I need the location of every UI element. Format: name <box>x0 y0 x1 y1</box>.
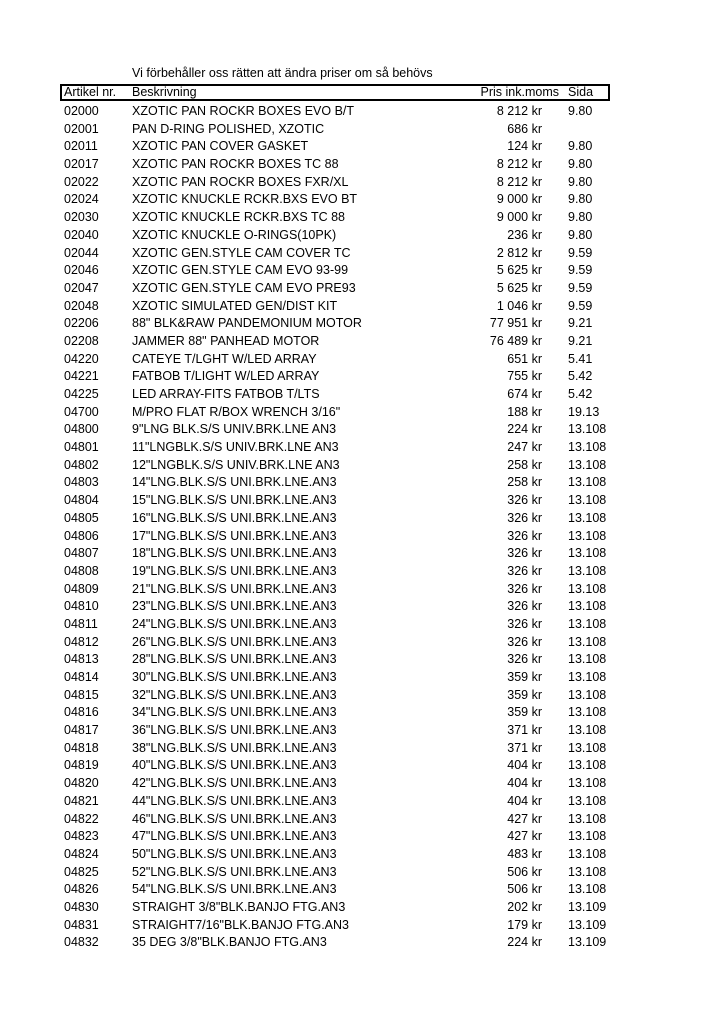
header-price: Pris ink.moms <box>480 85 559 99</box>
article-cell: 02011 <box>64 139 98 154</box>
article-cell: 04822 <box>64 811 99 826</box>
page-cell: 13.108 <box>568 475 607 490</box>
description-cell: XZOTIC KNUCKLE RCKR.BXS EVO BT <box>132 192 358 207</box>
description-cell: XZOTIC PAN ROCKR BOXES EVO B/T <box>132 104 355 118</box>
table-row <box>0 298 725 316</box>
article-cell: 04819 <box>64 758 99 773</box>
price-cell: 755 kr <box>507 369 542 384</box>
table-row <box>0 793 725 811</box>
description-cell: 40"LNG.BLK.S/S UNI.BRK.LNE.AN3 <box>132 758 337 773</box>
table-row <box>0 262 725 280</box>
price-cell: 404 kr <box>507 758 542 773</box>
page-cell: 9.21 <box>568 333 593 348</box>
article-cell: 02044 <box>64 245 99 260</box>
article-cell: 02024 <box>64 192 99 207</box>
article-cell: 04802 <box>64 457 99 472</box>
description-cell: 30"LNG.BLK.S/S UNI.BRK.LNE.AN3 <box>132 670 337 684</box>
header-description: Beskrivning <box>132 85 197 99</box>
description-cell: STRAIGHT 3/8"BLK.BANJO FTG.AN3 <box>132 899 346 914</box>
price-cell: 236 kr <box>507 227 542 242</box>
table-row <box>0 121 725 139</box>
page-cell: 5.42 <box>568 369 593 384</box>
description-cell: XZOTIC PAN ROCKR BOXES FXR/XL <box>132 174 349 189</box>
description-cell: 15"LNG.BLK.S/S UNI.BRK.LNE.AN3 <box>132 493 337 508</box>
description-cell: PAN D-RING POLISHED, XZOTIC <box>132 121 325 136</box>
article-cell: 04809 <box>64 581 99 596</box>
page-cell: 9.80 <box>568 104 593 118</box>
article-cell: 04808 <box>64 563 99 578</box>
page-cell: 13.108 <box>568 793 607 808</box>
article-cell: 04832 <box>64 935 99 950</box>
description-cell: XZOTIC GEN.STYLE CAM COVER TC <box>132 245 351 260</box>
article-cell: 04800 <box>64 422 99 437</box>
description-cell: 42"LNG.BLK.S/S UNI.BRK.LNE.AN3 <box>132 776 337 791</box>
price-cell: 404 kr <box>507 793 542 808</box>
description-cell: 54"LNG.BLK.S/S UNI.BRK.LNE.AN3 <box>132 882 337 897</box>
description-cell: XZOTIC KNUCKLE RCKR.BXS TC 88 <box>132 210 346 225</box>
description-cell: 50"LNG.BLK.S/S UNI.BRK.LNE.AN3 <box>132 846 337 861</box>
price-cell: 1 046 kr <box>496 298 542 313</box>
price-cell: 9 000 kr <box>496 210 542 225</box>
table-row <box>0 174 725 192</box>
price-cell: 326 kr <box>507 652 542 667</box>
page-cell: 13.108 <box>568 634 607 649</box>
page-cell: 9.59 <box>568 245 593 260</box>
price-cell: 371 kr <box>507 723 542 738</box>
article-cell: 04825 <box>64 864 99 879</box>
table-row <box>0 917 725 935</box>
table-row <box>0 881 725 899</box>
article-cell: 04831 <box>64 917 99 932</box>
price-cell: 202 kr <box>507 899 542 914</box>
table-row <box>0 245 725 263</box>
page-cell: 13.109 <box>568 917 607 932</box>
table-row <box>0 704 725 722</box>
description-cell: 19"LNG.BLK.S/S UNI.BRK.LNE.AN3 <box>132 563 337 578</box>
price-cell: 76 489 kr <box>489 333 542 348</box>
page-cell: 13.108 <box>568 776 607 791</box>
description-cell: FATBOB T/LIGHT W/LED ARRAY <box>132 369 320 384</box>
price-cell: 326 kr <box>507 581 542 596</box>
description-cell: STRAIGHT7/16"BLK.BANJO FTG.AN3 <box>132 917 349 932</box>
page-cell: 13.108 <box>568 652 607 667</box>
table-row <box>0 404 725 422</box>
price-cell: 247 kr <box>507 440 542 455</box>
article-cell: 04818 <box>64 740 99 755</box>
description-cell: XZOTIC GEN.STYLE CAM EVO PRE93 <box>132 280 356 295</box>
price-change-note: Vi förbehåller oss rätten att ändra priser om så behövs <box>132 66 433 80</box>
price-cell: 8 212 kr <box>496 104 542 118</box>
page-cell: 5.42 <box>568 387 593 401</box>
table-row <box>0 156 725 174</box>
header-page: Sida <box>568 85 594 99</box>
page-cell: 13.108 <box>568 546 607 561</box>
article-cell: 04823 <box>64 829 99 844</box>
table-row <box>0 421 725 439</box>
article-cell: 04816 <box>64 705 99 720</box>
page-cell: 13.108 <box>568 528 607 543</box>
page-cell: 13.108 <box>568 864 607 879</box>
price-cell: 326 kr <box>507 634 542 649</box>
page-cell: 5.41 <box>568 351 593 366</box>
page-cell: 13.108 <box>568 493 607 508</box>
price-cell: 224 kr <box>507 422 542 437</box>
page-cell: 9.59 <box>568 263 593 278</box>
table-row <box>0 138 725 156</box>
description-cell: 46"LNG.BLK.S/S UNI.BRK.LNE.AN3 <box>132 811 337 826</box>
price-cell: 506 kr <box>507 882 542 897</box>
page-cell: 13.108 <box>568 510 607 525</box>
table-row <box>0 439 725 457</box>
table-row <box>0 351 725 369</box>
article-cell: 04225 <box>64 387 99 401</box>
description-cell: XZOTIC GEN.STYLE CAM EVO 93-99 <box>132 263 349 278</box>
description-cell: 35 DEG 3/8"BLK.BANJO FTG.AN3 <box>132 935 327 950</box>
article-cell: 04806 <box>64 528 99 543</box>
table-row <box>0 227 725 245</box>
header-article: Artikel nr. <box>64 85 117 99</box>
table-row <box>0 386 725 404</box>
price-cell: 124 kr <box>507 139 542 154</box>
article-cell: 04812 <box>64 634 99 649</box>
description-cell: 52"LNG.BLK.S/S UNI.BRK.LNE.AN3 <box>132 864 337 879</box>
price-cell: 8 212 kr <box>496 157 542 172</box>
description-cell: 47"LNG.BLK.S/S UNI.BRK.LNE.AN3 <box>132 829 337 844</box>
article-cell: 02046 <box>64 263 99 278</box>
table-row <box>0 775 725 793</box>
page-cell: 13.108 <box>568 670 607 684</box>
page-cell: 9.80 <box>568 192 593 207</box>
description-cell: 34"LNG.BLK.S/S UNI.BRK.LNE.AN3 <box>132 705 337 720</box>
table-row <box>0 598 725 616</box>
page-cell: 13.108 <box>568 422 607 437</box>
article-cell: 02048 <box>64 298 99 313</box>
table-row <box>0 563 725 581</box>
price-cell: 5 625 kr <box>496 263 542 278</box>
page-cell: 9.59 <box>568 280 593 295</box>
article-cell: 04220 <box>64 351 99 366</box>
page-cell: 13.108 <box>568 740 607 755</box>
table-row <box>0 209 725 227</box>
article-cell: 02206 <box>64 316 99 331</box>
description-cell: 28"LNG.BLK.S/S UNI.BRK.LNE.AN3 <box>132 652 337 667</box>
description-cell: XZOTIC PAN COVER GASKET <box>132 139 309 154</box>
table-row <box>0 103 725 121</box>
price-cell: 359 kr <box>507 670 542 684</box>
page-cell: 9.80 <box>568 139 593 154</box>
page-cell: 9.80 <box>568 174 593 189</box>
table-row <box>0 457 725 475</box>
price-table-body <box>0 103 725 952</box>
article-cell: 04801 <box>64 440 99 455</box>
price-cell: 686 kr <box>507 121 542 136</box>
page-cell: 9.80 <box>568 227 593 242</box>
price-cell: 326 kr <box>507 510 542 525</box>
description-cell: 24"LNG.BLK.S/S UNI.BRK.LNE.AN3 <box>132 616 337 631</box>
table-row <box>0 651 725 669</box>
table-row <box>0 191 725 209</box>
description-cell: JAMMER 88" PANHEAD MOTOR <box>132 333 320 348</box>
price-cell: 483 kr <box>507 846 542 861</box>
article-cell: 02000 <box>64 104 99 118</box>
table-row <box>0 315 725 333</box>
price-cell: 326 kr <box>507 493 542 508</box>
page-cell: 9.80 <box>568 210 593 225</box>
price-cell: 5 625 kr <box>496 280 542 295</box>
table-row <box>0 811 725 829</box>
table-row <box>0 545 725 563</box>
page-cell: 13.108 <box>568 846 607 861</box>
price-cell: 2 812 kr <box>496 245 542 260</box>
table-row <box>0 828 725 846</box>
description-cell: 32"LNG.BLK.S/S UNI.BRK.LNE.AN3 <box>132 687 337 702</box>
table-row <box>0 687 725 705</box>
table-row <box>0 864 725 882</box>
article-cell: 04814 <box>64 670 99 684</box>
price-cell: 224 kr <box>507 935 542 950</box>
description-cell: 14"LNG.BLK.S/S UNI.BRK.LNE.AN3 <box>132 475 337 490</box>
page-cell: 13.109 <box>568 935 607 950</box>
table-row <box>0 510 725 528</box>
description-cell: CATEYE T/LGHT W/LED ARRAY <box>132 351 317 366</box>
page-cell: 13.108 <box>568 882 607 897</box>
description-cell: 12"LNGBLK.S/S UNIV.BRK.LNE AN3 <box>132 457 340 472</box>
article-cell: 04813 <box>64 652 99 667</box>
description-cell: M/PRO FLAT R/BOX WRENCH 3/16" <box>132 404 341 419</box>
article-cell: 04805 <box>64 510 99 525</box>
price-cell: 326 kr <box>507 528 542 543</box>
price-cell: 427 kr <box>507 829 542 844</box>
article-cell: 04817 <box>64 723 99 738</box>
article-cell: 04830 <box>64 899 99 914</box>
price-cell: 427 kr <box>507 811 542 826</box>
page-cell: 13.108 <box>568 440 607 455</box>
article-cell: 02001 <box>64 121 99 136</box>
article-cell: 04824 <box>64 846 99 861</box>
article-cell: 04820 <box>64 776 99 791</box>
article-cell: 02047 <box>64 280 99 295</box>
description-cell: 36"LNG.BLK.S/S UNI.BRK.LNE.AN3 <box>132 723 337 738</box>
page-cell: 13.108 <box>568 811 607 826</box>
description-cell: 88" BLK&RAW PANDEMONIUM MOTOR <box>132 316 362 331</box>
table-row <box>0 634 725 652</box>
table-row <box>0 616 725 634</box>
article-cell: 04700 <box>64 404 99 419</box>
table-row <box>0 368 725 386</box>
article-cell: 04811 <box>64 616 98 631</box>
page-cell: 13.108 <box>568 599 607 614</box>
page-cell: 13.108 <box>568 723 607 738</box>
price-cell: 651 kr <box>507 351 542 366</box>
description-cell: 38"LNG.BLK.S/S UNI.BRK.LNE.AN3 <box>132 740 337 755</box>
article-cell: 02040 <box>64 227 99 242</box>
description-cell: 11"LNGBLK.S/S UNIV.BRK.LNE AN3 <box>132 440 339 455</box>
price-cell: 359 kr <box>507 687 542 702</box>
price-cell: 179 kr <box>507 917 542 932</box>
description-cell: LED ARRAY-FITS FATBOB T/LTS <box>132 387 320 401</box>
table-row <box>0 740 725 758</box>
price-cell: 359 kr <box>507 705 542 720</box>
table-row <box>0 846 725 864</box>
page-cell: 13.108 <box>568 581 607 596</box>
article-cell: 04821 <box>64 793 99 808</box>
price-cell: 326 kr <box>507 599 542 614</box>
article-cell: 04221 <box>64 369 99 384</box>
page-cell: 13.108 <box>568 829 607 844</box>
page-cell: 13.108 <box>568 758 607 773</box>
price-cell: 326 kr <box>507 546 542 561</box>
price-cell: 326 kr <box>507 616 542 631</box>
page-cell: 13.108 <box>568 687 607 702</box>
article-cell: 02017 <box>64 157 99 172</box>
page-cell: 19.13 <box>568 404 600 419</box>
table-row <box>0 934 725 952</box>
page-cell: 13.108 <box>568 705 607 720</box>
description-cell: 21"LNG.BLK.S/S UNI.BRK.LNE.AN3 <box>132 581 337 596</box>
description-cell: 26"LNG.BLK.S/S UNI.BRK.LNE.AN3 <box>132 634 337 649</box>
page-cell: 13.108 <box>568 457 607 472</box>
price-cell: 188 kr <box>507 404 542 419</box>
article-cell: 02030 <box>64 210 99 225</box>
table-row <box>0 474 725 492</box>
page-cell: 9.80 <box>568 157 593 172</box>
article-cell: 04803 <box>64 475 99 490</box>
page-cell: 9.59 <box>568 298 593 313</box>
table-row <box>0 581 725 599</box>
article-cell: 04826 <box>64 882 99 897</box>
price-cell: 326 kr <box>507 563 542 578</box>
page-cell: 13.108 <box>568 616 607 631</box>
description-cell: 17"LNG.BLK.S/S UNI.BRK.LNE.AN3 <box>132 528 337 543</box>
price-cell: 258 kr <box>507 475 542 490</box>
price-cell: 9 000 kr <box>496 192 542 207</box>
price-cell: 258 kr <box>507 457 542 472</box>
price-cell: 8 212 kr <box>496 174 542 189</box>
description-cell: XZOTIC KNUCKLE O-RINGS(10PK) <box>132 227 337 242</box>
article-cell: 04815 <box>64 687 99 702</box>
article-cell: 04810 <box>64 599 99 614</box>
article-cell: 02022 <box>64 174 99 189</box>
table-row <box>0 492 725 510</box>
description-cell: XZOTIC SIMULATED GEN/DIST KIT <box>132 298 338 313</box>
table-row <box>0 333 725 351</box>
description-cell: 9"LNG BLK.S/S UNIV.BRK.LNE AN3 <box>132 422 337 437</box>
price-cell: 371 kr <box>507 740 542 755</box>
article-cell: 04804 <box>64 493 99 508</box>
table-row <box>0 899 725 917</box>
article-cell: 04807 <box>64 546 99 561</box>
price-cell: 404 kr <box>507 776 542 791</box>
article-cell: 02208 <box>64 333 99 348</box>
page-cell: 13.109 <box>568 899 607 914</box>
price-cell: 674 kr <box>507 387 542 401</box>
table-row <box>0 722 725 740</box>
page-cell: 9.21 <box>568 316 593 331</box>
price-cell: 506 kr <box>507 864 542 879</box>
page-cell: 13.108 <box>568 563 607 578</box>
table-row <box>0 528 725 546</box>
description-cell: 18"LNG.BLK.S/S UNI.BRK.LNE.AN3 <box>132 546 337 561</box>
table-row <box>0 669 725 687</box>
price-cell: 77 951 kr <box>489 316 542 331</box>
description-cell: 23"LNG.BLK.S/S UNI.BRK.LNE.AN3 <box>132 599 337 614</box>
description-cell: 16"LNG.BLK.S/S UNI.BRK.LNE.AN3 <box>132 510 337 525</box>
description-cell: XZOTIC PAN ROCKR BOXES TC 88 <box>132 157 339 172</box>
table-row <box>0 757 725 775</box>
description-cell: 44"LNG.BLK.S/S UNI.BRK.LNE.AN3 <box>132 793 337 808</box>
table-row <box>0 280 725 298</box>
